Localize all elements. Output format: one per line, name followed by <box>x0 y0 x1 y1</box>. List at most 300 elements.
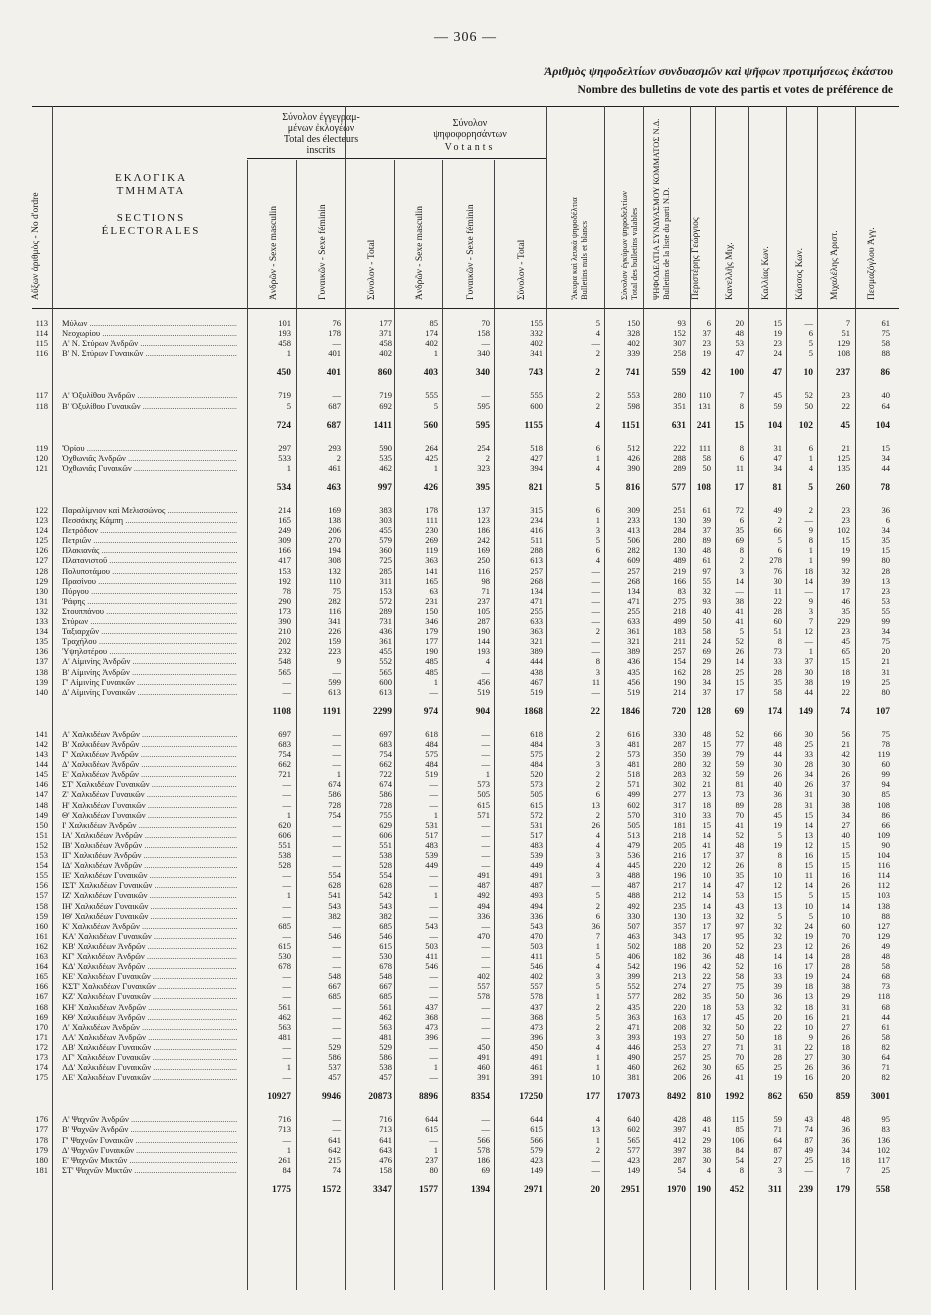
row-number: 131 <box>35 595 48 606</box>
cell-t: 535 <box>379 452 392 463</box>
cell-nd: 211 <box>673 636 686 647</box>
cell-t: 728 <box>379 799 392 810</box>
cell-vm: 1577 <box>419 1184 438 1195</box>
cell-c6: 58 <box>881 961 890 972</box>
cell-c6: 95 <box>881 1114 890 1125</box>
cell-c2: 14 <box>735 575 744 586</box>
cell-c5: 32 <box>841 565 850 576</box>
cell-m: — <box>282 779 291 790</box>
cell-c1: 39 <box>702 515 711 525</box>
cell-c3: 8 <box>777 850 782 860</box>
cell-c5: 7 <box>845 1164 850 1175</box>
row-number: 142 <box>35 738 48 749</box>
table-row <box>0 667 931 677</box>
section-name: ΚΘ' Χαλκιδέων Ἀνδρῶν ..... <box>62 1012 237 1022</box>
cell-nd: 317 <box>673 799 686 810</box>
cell-vf: — <box>481 860 490 871</box>
cell-m: 462 <box>278 1011 291 1022</box>
cell-c6: 48 <box>881 951 890 961</box>
section-name: Ζ' Χαλκιδέων Γυναικῶν ..... <box>62 789 237 799</box>
cell-f: — <box>332 940 341 951</box>
cell-nul: — <box>591 585 600 596</box>
cell-nul: 20 <box>590 1184 600 1195</box>
cell-c1: 41 <box>702 839 711 850</box>
cell-c4: 17 <box>804 961 813 972</box>
column-header: Γυναικῶν - Sexe féminin <box>466 204 476 300</box>
cell-vt: 613 <box>530 555 543 566</box>
cell-nul: 6 <box>595 789 600 800</box>
row-number: 130 <box>35 585 48 596</box>
cell-c2: 84 <box>735 1144 744 1155</box>
cell-c1: 20 <box>702 940 711 951</box>
cell-vt: 555 <box>530 390 543 401</box>
cell-m: 84 <box>282 1164 291 1175</box>
cell-vm: 8896 <box>419 1092 438 1103</box>
table-row <box>0 830 931 840</box>
cell-f: — <box>332 1021 341 1032</box>
cell-vf: — <box>481 728 490 739</box>
cell-t: 1411 <box>373 420 392 431</box>
cell-val: 402 <box>627 338 640 349</box>
cell-c6: 104 <box>875 420 890 431</box>
cell-c6: 68 <box>881 971 890 982</box>
cell-m: 166 <box>278 545 291 556</box>
cell-t: 590 <box>379 442 392 453</box>
cell-c3: 45 <box>773 390 782 401</box>
cell-vt: 517 <box>530 829 543 840</box>
cell-vm: 230 <box>425 525 438 536</box>
cell-f: 1 <box>336 769 341 780</box>
cell-nd: 397 <box>673 1124 686 1135</box>
cell-vf: — <box>481 1001 490 1012</box>
section-name: Λ' Χαλκιδέων Ἀνδρῶν ..... <box>62 1022 237 1032</box>
cell-c6: 23 <box>881 585 890 596</box>
cell-vf: 573 <box>477 779 490 790</box>
table-row <box>0 759 931 769</box>
cell-c3: 60 <box>773 616 782 626</box>
cell-c1: 42 <box>701 368 711 379</box>
cell-c6: 86 <box>881 809 890 820</box>
column-header: Κάσσος Κων. <box>795 247 805 300</box>
cell-vf: — <box>481 666 490 677</box>
cell-c3: 40 <box>773 779 782 790</box>
cell-c4: 9 <box>808 595 813 606</box>
cell-vm: 546 <box>425 961 438 972</box>
cell-vt: 396 <box>530 1031 543 1042</box>
cell-vt: 821 <box>528 482 543 493</box>
table-row <box>0 318 931 328</box>
table-row <box>0 1042 931 1052</box>
subtotal-row <box>0 483 931 493</box>
cell-vf: 116 <box>477 565 490 576</box>
cell-f: 138 <box>328 515 341 525</box>
cell-vt: 363 <box>530 626 543 637</box>
table-row <box>0 1124 931 1134</box>
table-row <box>0 880 931 890</box>
cell-c2: 8 <box>739 400 744 411</box>
cell-m: 1108 <box>272 706 291 717</box>
cell-c4: 1 <box>808 545 813 556</box>
cell-c5: 125 <box>837 452 850 463</box>
cell-vm: 485 <box>425 656 438 667</box>
cell-t: 629 <box>379 819 392 830</box>
cell-c2: 69 <box>735 535 744 546</box>
cell-c5: 23 <box>841 626 850 637</box>
column-header: Αὔξων ἀριθμὸς - No d'ordre <box>31 192 41 300</box>
cell-vt: 618 <box>530 728 543 739</box>
cell-c4: 25 <box>804 738 813 749</box>
cell-c6: 58 <box>881 338 890 349</box>
cell-c3: 73 <box>773 646 782 657</box>
row-number: 174 <box>35 1062 48 1073</box>
cell-c5: 260 <box>835 482 850 493</box>
cell-m: — <box>282 1052 291 1062</box>
cell-vt: 368 <box>530 1011 543 1022</box>
cell-c3: 59 <box>773 1114 782 1125</box>
cell-vm: 269 <box>425 535 438 546</box>
row-number: 150 <box>35 819 48 830</box>
cell-c5: 40 <box>841 829 850 840</box>
cell-m: 261 <box>278 1154 291 1165</box>
cell-vf: — <box>481 839 490 850</box>
cell-c5: 70 <box>841 930 850 941</box>
cell-c5: 51 <box>841 328 850 339</box>
cell-m: 1 <box>286 890 291 901</box>
cell-vm: 531 <box>425 819 438 830</box>
cell-nul: 2 <box>595 809 600 820</box>
cell-c4: 50 <box>804 400 813 411</box>
cell-vm: — <box>429 789 438 800</box>
cell-val: 598 <box>627 400 640 411</box>
cell-c3: 19 <box>773 819 782 830</box>
cell-c1: 32 <box>702 585 711 596</box>
cell-c5: 22 <box>841 400 850 411</box>
column-header: Κανελλῆς Μιχ. <box>725 242 735 300</box>
cell-nul: 13 <box>591 799 600 810</box>
cell-c3: 13 <box>773 900 782 911</box>
cell-vf: 169 <box>477 545 490 556</box>
cell-vm: — <box>429 1041 438 1052</box>
cell-c1: 34 <box>702 676 711 687</box>
cell-vf: 186 <box>477 1154 490 1165</box>
cell-t: 713 <box>379 1124 392 1135</box>
cell-vf: 123 <box>477 515 490 525</box>
cell-c5: 21 <box>841 738 850 749</box>
cell-c1: 39 <box>702 749 711 759</box>
cell-c6: 94 <box>881 779 890 790</box>
table-row <box>0 739 931 749</box>
cell-c6: 75 <box>881 728 890 739</box>
cell-m: — <box>282 910 291 921</box>
table-row <box>0 890 931 900</box>
cell-vf: 237 <box>477 595 490 606</box>
cell-t: 530 <box>379 951 392 961</box>
cell-m: 297 <box>278 442 291 453</box>
cell-nd: 188 <box>673 940 686 951</box>
cell-c5: 38 <box>841 799 850 810</box>
cell-m: — <box>282 686 291 697</box>
cell-vt: 531 <box>530 819 543 830</box>
group-header-inscrits-french: Total des électeurs inscrits <box>283 134 359 156</box>
cell-c1: 23 <box>702 338 711 349</box>
cell-c5: 19 <box>841 676 850 687</box>
cell-vf: 460 <box>477 1062 490 1073</box>
cell-vt: 257 <box>530 565 543 576</box>
cell-c4: 5 <box>808 890 813 901</box>
cell-c4: 44 <box>804 686 813 697</box>
section-name: Β' Ψαχνῶν Ἀνδρῶν ..... <box>62 1124 237 1134</box>
cell-c5: 74 <box>840 706 850 717</box>
cell-c4: 31 <box>804 789 813 800</box>
cell-c6: 60 <box>881 759 890 770</box>
cell-c2: 3 <box>739 565 744 576</box>
cell-val: 393 <box>627 1031 640 1042</box>
cell-c1: 33 <box>702 809 711 820</box>
cell-m: — <box>282 676 291 687</box>
cell-vf: 487 <box>477 880 490 891</box>
column-header: Γυναικῶν - Sexe féminin <box>318 204 328 300</box>
cell-c5: 108 <box>837 348 850 359</box>
cell-c2: 17 <box>735 686 744 697</box>
cell-nul: 26 <box>591 819 600 830</box>
table-row <box>0 545 931 555</box>
cell-nd: 205 <box>673 839 686 850</box>
cell-m: 561 <box>278 1001 291 1012</box>
cell-nd: 257 <box>673 646 686 657</box>
cell-vm: — <box>429 1052 438 1062</box>
cell-nd: 302 <box>673 779 686 790</box>
cell-c6: 25 <box>881 1164 890 1175</box>
cell-c1: 18 <box>702 1001 711 1012</box>
cell-c1: 14 <box>702 890 711 901</box>
cell-c1: 13 <box>702 910 711 921</box>
cell-vf: — <box>481 759 490 770</box>
row-number: 114 <box>35 328 48 339</box>
cell-c2: 75 <box>735 981 744 992</box>
cell-nul: 1 <box>595 1062 600 1073</box>
group-header-inscrits-greek: Σύνολον ἐγγεγραμ- μένων ἐκλογέων <box>282 112 360 134</box>
row-number: 132 <box>35 605 48 616</box>
cell-vt: 491 <box>530 870 543 881</box>
cell-vm: 485 <box>425 666 438 677</box>
cell-c4: 87 <box>804 1134 813 1145</box>
cell-c1: 10 <box>702 870 711 881</box>
cell-f: 116 <box>328 605 341 616</box>
cell-c4: 13 <box>804 829 813 840</box>
cell-vm: 1 <box>433 348 438 359</box>
cell-c6: 3001 <box>871 1092 890 1103</box>
cell-vm: — <box>429 686 438 697</box>
cell-c2: 48 <box>735 839 744 850</box>
cell-nd: 218 <box>673 605 686 616</box>
cell-t: 697 <box>379 728 392 739</box>
cell-c1: 35 <box>702 991 711 1002</box>
cell-vt: 487 <box>530 880 543 891</box>
cell-c3: 22 <box>773 595 782 606</box>
cell-nul: 36 <box>591 920 600 931</box>
row-number: 129 <box>35 575 48 586</box>
cell-vf: 557 <box>477 981 490 992</box>
cell-vf: 595 <box>475 420 490 431</box>
cell-c1: 89 <box>702 535 711 546</box>
cell-c2: 26 <box>735 860 744 871</box>
cell-c6: 53 <box>881 595 890 606</box>
cell-f: 293 <box>328 442 341 453</box>
row-number: 117 <box>35 390 48 401</box>
cell-nul: 1 <box>595 991 600 1002</box>
row-number: 137 <box>35 656 48 667</box>
cell-c4: 3 <box>808 605 813 616</box>
cell-f: 687 <box>328 400 341 411</box>
cell-c5: 26 <box>841 940 850 951</box>
cell-vm: 5 <box>433 400 438 411</box>
column-header: Μιχαλέλης Ἀριστ. <box>830 230 840 300</box>
cell-vm: — <box>429 1134 438 1145</box>
cell-vt: 573 <box>530 779 543 790</box>
cell-nul: 2 <box>595 749 600 759</box>
table-row <box>0 1052 931 1062</box>
row-number: 116 <box>35 348 48 359</box>
cell-val: 406 <box>627 951 640 961</box>
cell-c5: 18 <box>841 1041 850 1052</box>
cell-c6: 58 <box>881 1031 890 1042</box>
cell-c6: 66 <box>881 819 890 830</box>
cell-f: 159 <box>328 636 341 647</box>
row-number: 140 <box>35 686 48 697</box>
cell-m: 1 <box>286 348 291 359</box>
cell-c4: 5 <box>808 482 813 493</box>
cell-c3: 35 <box>773 676 782 687</box>
cell-c2: 69 <box>734 706 744 717</box>
cell-vf: — <box>481 920 490 931</box>
row-number: 163 <box>35 951 48 961</box>
cell-vm: 346 <box>425 616 438 626</box>
cell-nd: 130 <box>673 515 686 525</box>
cell-c5: 36 <box>841 1062 850 1073</box>
cell-val: 640 <box>627 1114 640 1125</box>
cell-vm: 1 <box>433 676 438 687</box>
table-row <box>0 1145 931 1155</box>
cell-c2: 52 <box>735 728 744 739</box>
row-number: 141 <box>35 728 48 739</box>
cell-nd: 310 <box>673 809 686 820</box>
cell-m: 153 <box>278 565 291 576</box>
cell-c6: 55 <box>881 605 890 616</box>
cell-val: 255 <box>627 605 640 616</box>
cell-c2: 115 <box>731 1114 744 1125</box>
cell-c6: 103 <box>877 890 890 901</box>
cell-m: 173 <box>278 605 291 616</box>
cell-t: 20873 <box>368 1092 392 1103</box>
cell-c5: 23 <box>841 504 850 515</box>
cell-t: 731 <box>379 616 392 626</box>
cell-vf: — <box>481 338 490 349</box>
section-name: ΚΑ' Χαλκιδέων Γυναικῶν ..... <box>62 931 237 941</box>
cell-m: 678 <box>278 961 291 972</box>
cell-vm: — <box>429 900 438 911</box>
cell-vt: 615 <box>530 1124 543 1135</box>
cell-t: 722 <box>379 769 392 780</box>
cell-m: 716 <box>278 1114 291 1125</box>
cell-vt: 543 <box>530 920 543 931</box>
cell-m: — <box>282 971 291 982</box>
cell-c4: 12 <box>804 626 813 637</box>
cell-c6: 44 <box>881 1011 890 1022</box>
cell-t: 289 <box>379 605 392 616</box>
cell-nul: — <box>591 338 600 349</box>
cell-c2: 59 <box>735 759 744 770</box>
cell-c1: 30 <box>702 1062 711 1073</box>
cell-f: 132 <box>328 565 341 576</box>
cell-m: — <box>282 1041 291 1052</box>
cell-vt: 518 <box>530 442 543 453</box>
cell-c3: 862 <box>767 1092 782 1103</box>
cell-vt: 505 <box>530 789 543 800</box>
cell-c2: 70 <box>735 809 744 820</box>
cell-vm: — <box>429 880 438 891</box>
cell-vf: — <box>481 1021 490 1032</box>
cell-c6: 109 <box>877 829 890 840</box>
section-name: Α' Χαλκιδέων Ἀνδρῶν ..... <box>62 729 237 739</box>
cell-c1: 48 <box>702 1114 711 1125</box>
cell-vf: 904 <box>475 706 490 717</box>
cell-vf: 578 <box>477 1144 490 1155</box>
cell-f: — <box>332 920 341 931</box>
cell-nd: 428 <box>673 1114 686 1125</box>
cell-c3: 27 <box>773 1154 782 1165</box>
cell-nd: 258 <box>673 348 686 359</box>
row-number: 127 <box>35 555 48 566</box>
cell-vm: 615 <box>425 1124 438 1135</box>
cell-val: 2951 <box>621 1184 640 1195</box>
cell-m: 719 <box>278 390 291 401</box>
cell-c6: 40 <box>881 390 890 401</box>
cell-t: 683 <box>379 738 392 749</box>
cell-c2: 53 <box>735 338 744 349</box>
cell-nul: 2 <box>595 1144 600 1155</box>
row-number: 177 <box>35 1124 48 1135</box>
cell-c3: 11 <box>773 585 782 596</box>
cell-nd: 287 <box>673 738 686 749</box>
cell-vt: 491 <box>530 1052 543 1062</box>
cell-vm: 560 <box>423 420 438 431</box>
cell-f: 401 <box>328 348 341 359</box>
cell-f: 75 <box>332 585 341 596</box>
section-name: ΙΑ' Χαλκιδέων Ἀνδρῶν ..... <box>62 830 237 840</box>
cell-c4: 14 <box>804 880 813 891</box>
cell-c4: 19 <box>804 930 813 941</box>
table-row <box>0 606 931 616</box>
cell-nd: 289 <box>673 462 686 473</box>
section-name: Α' Ν. Στύρων Ἀνδρῶν ..... <box>62 338 237 348</box>
cell-t: 538 <box>379 1062 392 1073</box>
cell-c3: 28 <box>773 1052 782 1062</box>
table-row <box>0 1155 931 1165</box>
cell-t: 662 <box>379 759 392 770</box>
cell-t: 402 <box>379 348 392 359</box>
table-row <box>0 555 931 565</box>
cell-vm: 483 <box>425 839 438 850</box>
cell-c2: 106 <box>731 1134 744 1145</box>
cell-c1: 6 <box>706 318 711 328</box>
cell-c3: 39 <box>773 981 782 992</box>
cell-c2: 26 <box>735 646 744 657</box>
cell-c2: 41 <box>735 819 744 830</box>
cell-vm: — <box>429 1072 438 1083</box>
table-row <box>0 390 931 400</box>
cell-c1: 810 <box>696 1092 711 1103</box>
cell-t: 613 <box>379 686 392 697</box>
